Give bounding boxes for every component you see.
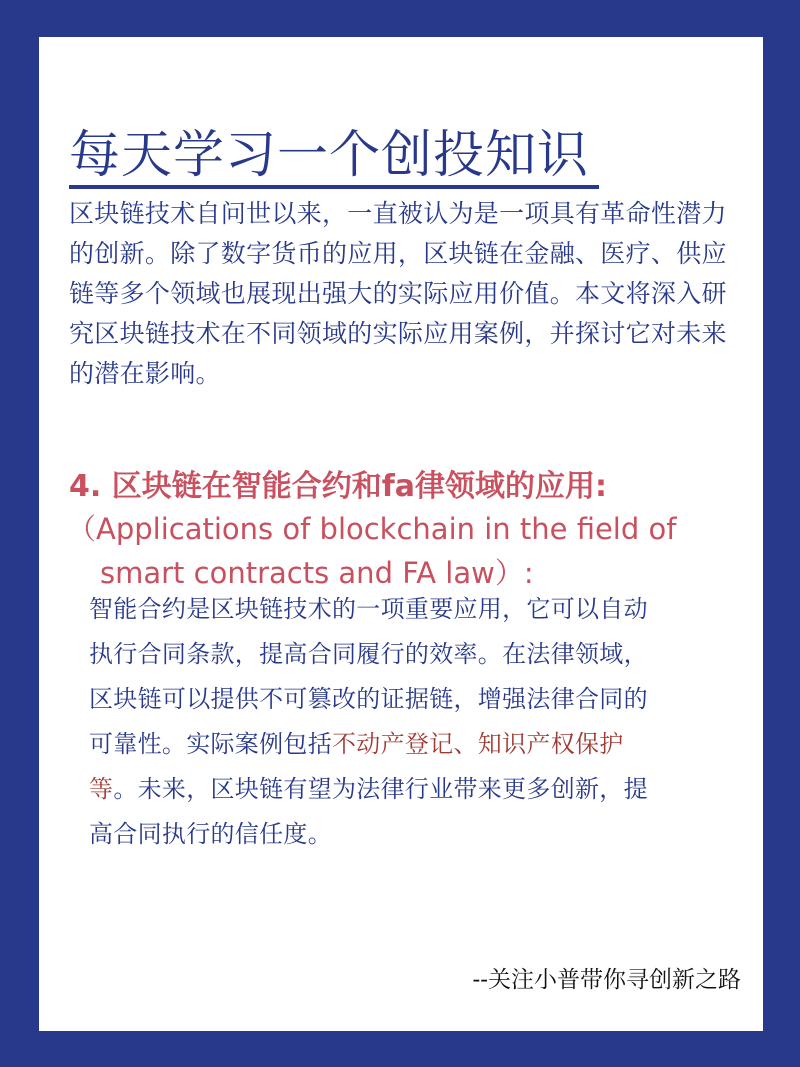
section-body [89, 587, 649, 857]
section-subtitle [67, 507, 747, 595]
content-card [39, 37, 763, 1031]
intro-paragraph: 区块链技术自问世以来，一直被认为是一项具有革命性潜力的创新。除了数字货币的应用，区块链在金融、医疗、供应链等多个领域也展现出强大的实际应用价值。本文将深入研究区块链技术在不同领域的实际应用案例，并探讨它对未来的潜在影响。 [69, 199, 727, 388]
footer-signature: --关注小普带你寻创新之路 [472, 967, 741, 993]
section-subtitle-line-1: （Applications of blockchain in the field of [67, 512, 677, 546]
section-body-part-1: 智能合约是区块链技术的一项重要应用，它可以自动执行合同条款，提高合同履行的效率。在法律领域，区块链可以提供不可篡改的证据链，增强法律合同的可靠性。实际案例包括 [89, 595, 648, 758]
section-body-part-2: 。未来，区块链有望为法律行业带来更多创新，提高合同执行的信任度。 [89, 775, 648, 848]
section-body-highlight: 不动产登记、知识产权保护等 [89, 730, 624, 803]
title-underline [69, 185, 599, 189]
section-heading: 4. 区块链在智能合约和fa律领域的应用: [69, 469, 608, 504]
section-subtitle-line-2: smart contracts and FA law）: [100, 556, 534, 590]
page-title: 每天学习一个创投知识 [69, 126, 590, 185]
